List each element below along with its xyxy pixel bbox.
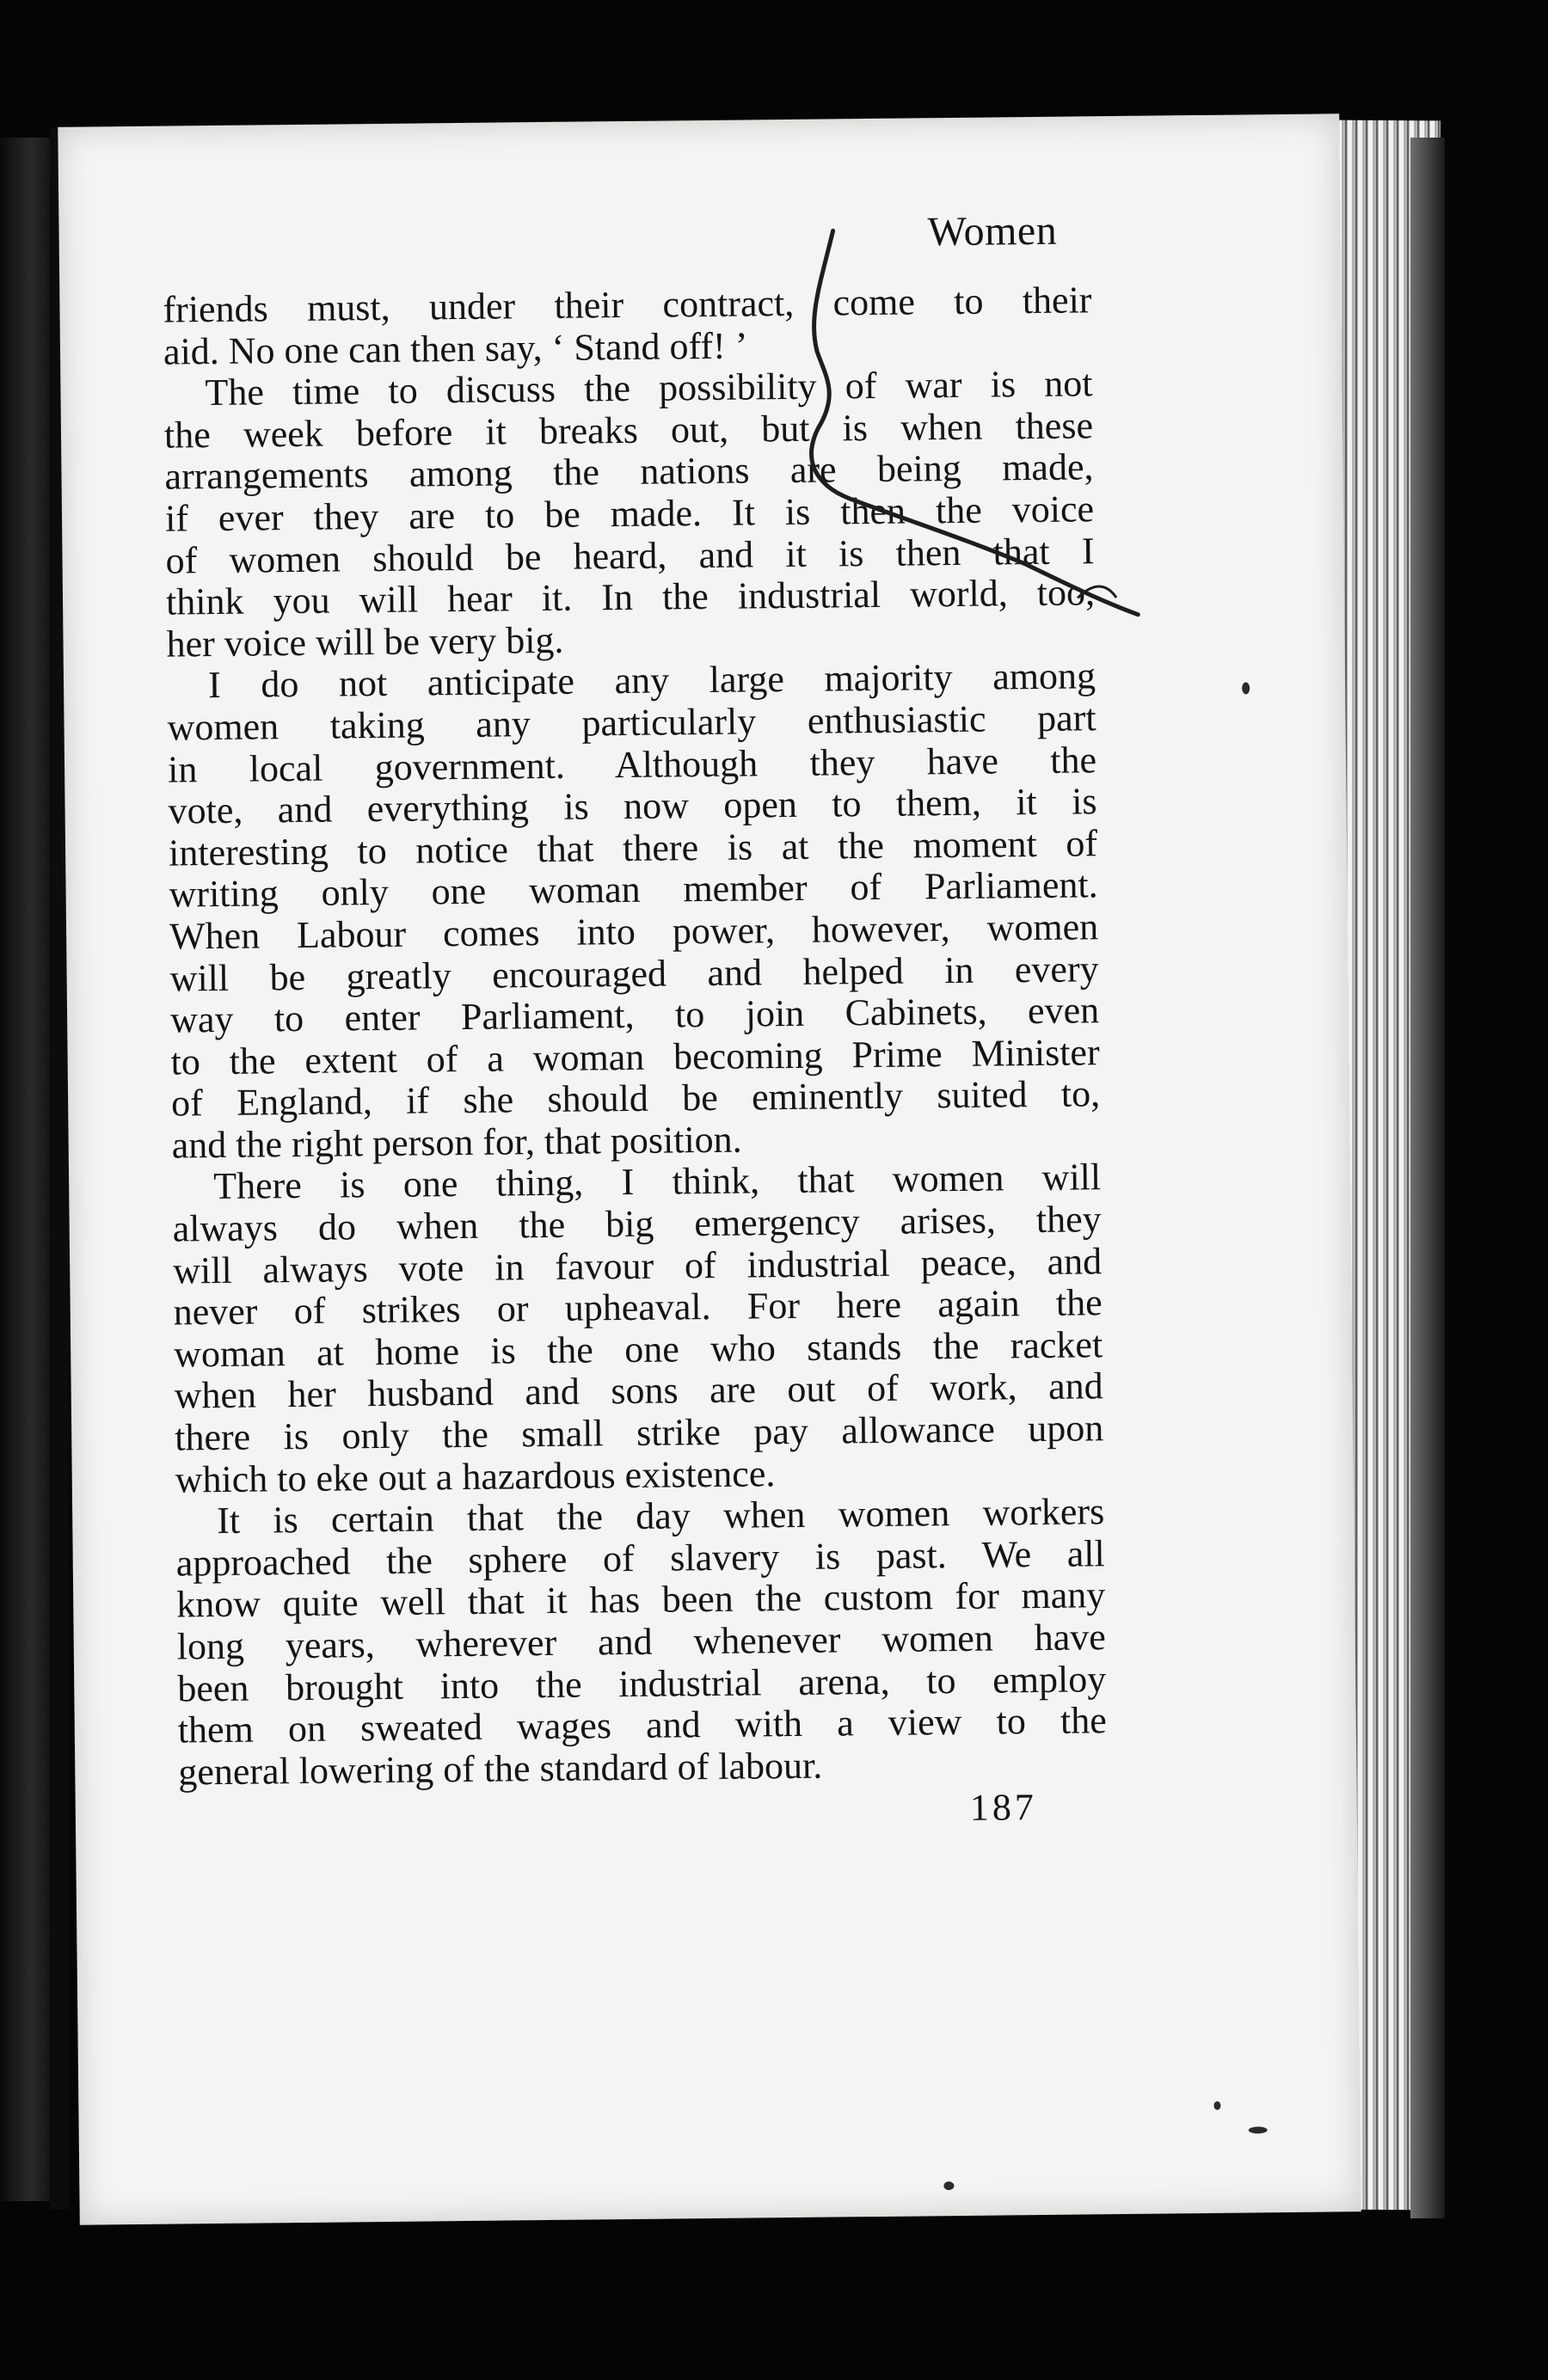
text-line: way to enter Parliament, to join Cabinets, even (169, 989, 1100, 1041)
scan-speck (1242, 682, 1250, 694)
text-line: if ever they are to be made. It is then the voice (164, 488, 1095, 540)
text-line: in local government. Although they have the (167, 738, 1097, 791)
text-line: never of strikes or upheaval. For here again the (173, 1281, 1103, 1334)
text-line: It is certain that the day when women workers (216, 1490, 1105, 1543)
text-line: which to eke out a hazardous existence. (175, 1451, 776, 1501)
text-line: There is one thing, I think, that women will (212, 1156, 1102, 1208)
text-line: will be greatly encouraged and helped in every (169, 947, 1099, 1000)
text-line: arrangements among the nations are being made, (164, 445, 1094, 498)
scan-speck (1249, 2126, 1268, 2133)
text-line: writing only one woman member of Parliament. (169, 863, 1098, 916)
text-line: The time to discuss the possibility of war is not (205, 362, 1093, 414)
text-line: approached the sphere of slavery is past. We all (175, 1532, 1105, 1585)
page-number: 187 (969, 1786, 1038, 1829)
book-page (58, 113, 1361, 2224)
text-line: I do not anticipate any large majority among (207, 654, 1096, 707)
text-line: to the extent of a woman becoming Prime Minister (170, 1030, 1100, 1083)
text-line: always do when the big emergency arises, they (172, 1198, 1102, 1250)
scan-speck (1213, 2101, 1220, 2110)
text-line: think you will hear it. In the industrial world, too, (165, 571, 1096, 623)
text-line: general lowering of the standard of labour. (178, 1744, 823, 1794)
text-line: When Labour comes into power, however, women (169, 905, 1099, 958)
adjacent-page-edge (0, 138, 50, 2201)
text-line: the week before it breaks out, but is when these (163, 404, 1094, 457)
text-line: them on sweated wages and with a view to the (177, 1699, 1107, 1751)
text-line: been brought into the industrial arena, to employ (177, 1657, 1107, 1710)
body-text (163, 279, 1107, 1794)
text-line: know quite well that it has been the custom for many (176, 1573, 1106, 1626)
text-line: friends must, under their contract, come to their (163, 279, 1092, 331)
scan-speck (943, 2181, 954, 2190)
text-line: women taking any particularly enthusiastic part (167, 696, 1096, 749)
text-line: aid. No one can then say, ‘ Stand off! ’ (163, 324, 748, 373)
text-line: of England, if she should be eminently suited to, (170, 1072, 1101, 1125)
text-line: her voice will be very big. (166, 618, 564, 666)
text-line: of women should be heard, and it is then that I (165, 529, 1095, 582)
text-line: woman at home is the one who stands the racket (173, 1323, 1103, 1376)
text-line: interesting to notice that there is at the moment of (168, 821, 1098, 874)
text-line: there is only the small strike pay allowance upon (174, 1407, 1104, 1459)
text-line: when her husband and sons are out of work, and (174, 1365, 1103, 1417)
text-line: will always vote in favour of industrial peace, and (172, 1239, 1103, 1292)
page-stack-shadow (1410, 138, 1445, 2218)
text-line: long years, wherever and whenever women have (176, 1616, 1106, 1668)
text-line: vote, and everything is now open to them, it is (168, 780, 1097, 832)
text-line: and the right person for, that position. (171, 1118, 742, 1167)
running-head: Women (927, 207, 1058, 255)
